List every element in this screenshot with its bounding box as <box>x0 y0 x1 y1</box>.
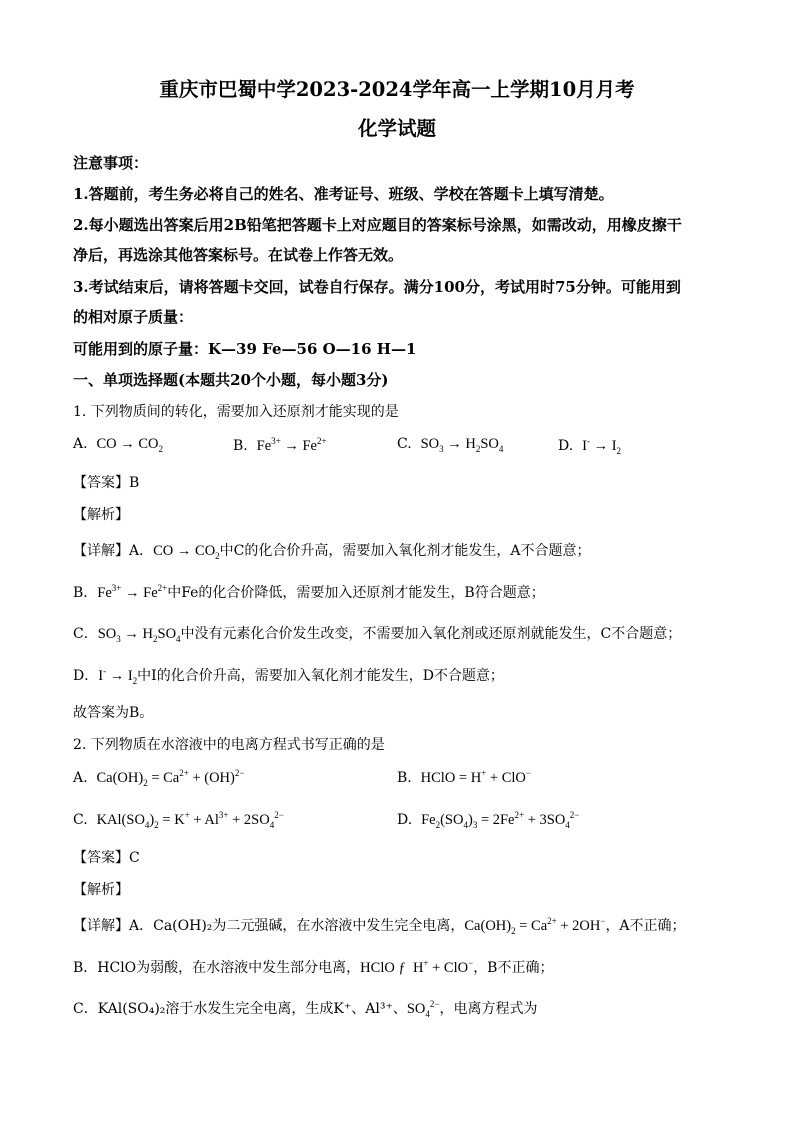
note-3-line-1: 3.考试结束后，请将答题卡交回，试卷自行保存。满分100分，考试用时75分钟。可能用到 <box>73 278 681 296</box>
section-heading: 一、单项选择题(本题共20个小题，每小题3分) <box>73 371 389 389</box>
page-title: 重庆市巴蜀中学2023-2024学年高一上学期10月月考 <box>159 78 635 101</box>
q2-analysis-label: 【解析】 <box>73 882 129 898</box>
q2-option-d: D. $Fe_2(SO_4)_3 = 2Fe^{2+} + 3SO_4^{2-}$ <box>397 810 580 830</box>
note-3-line-2: 的相对原子质量： <box>73 308 194 326</box>
q1-conclusion: 故答案为B。 <box>73 705 154 721</box>
question-2-stem: 2. 下列物质在水溶液中的电离方程式书写正确的是 <box>73 737 385 753</box>
q2-detail-b: B．HClO为弱酸，在水溶液中发生部分电离，HClO ƒ H+ + ClO−，B不正确； <box>73 958 554 976</box>
q2-option-a: A. $Ca(OH)_2 = Ca^{2+} + (OH)^{2-}$ <box>73 768 245 788</box>
q1-option-b: B. $Fe^{3+} \to Fe^{2+}$ <box>233 436 327 454</box>
q2-detail-c: C．KAl(SO₄)₂溶于水发生完全电离，生成K⁺、Al³⁺、$SO_4^{2-}$，电离方程式为 <box>73 999 538 1019</box>
q1-detail-d: D．$I^- \to I_2$中I的化合价升高，需要加入氧化剂才能发生，D不合题意； <box>73 666 504 686</box>
q1-detail-b: B．$Fe^{3+} \to Fe^{2+}$中Fe的化合价降低，需要加入还原剂才能发生，B符合题意； <box>73 583 545 601</box>
note-2-line-1: 2.每小题选出答案后用2B铅笔把答题卡上对应题目的答案标号涂黑，如需改动，用橡皮擦干 <box>73 216 682 234</box>
q1-option-a: A. CO → $CO_2$ <box>73 436 164 454</box>
q1-option-c: C. $SO_3 \to H_2SO_4$ <box>397 436 504 454</box>
q1-answer: 【答案】B <box>73 475 140 491</box>
q1-detail-c: C．$SO_3 \to H_2SO_4$中没有元素化合价发生改变，不需要加入氧化剂或还原剂就能发生，C不合题意； <box>73 626 682 644</box>
page-subtitle: 化学试题 <box>357 117 436 140</box>
q1-analysis-label: 【解析】 <box>73 507 129 523</box>
question-1-stem: 1. 下列物质间的转化，需要加入还原剂才能实现的是 <box>73 404 399 420</box>
note-2-line-2: 净后，再选涂其他答案标号。在试卷上作答无效。 <box>73 246 404 264</box>
q2-option-c: C. $KAl(SO_4)_2 = K^+ + Al^{3+} + 2SO_4^{2-}$ <box>73 810 284 830</box>
q1-option-d: D. $I^- \to I_2$ <box>558 436 622 456</box>
note-1: 1.答题前，考生务必将自己的姓名、准考证号、班级、学校在答题卡上填写清楚。 <box>73 185 614 203</box>
notes-heading: 注意事项： <box>73 154 149 172</box>
q1-detail-a: 【详解】A．CO → $CO_2$中C的化合价升高，需要加入氧化剂才能发生，A不合题意； <box>73 543 591 561</box>
q2-answer: 【答案】C <box>73 850 140 866</box>
q2-detail-a: 【详解】A．Ca(OH)₂为二元强碱，在水溶液中发生完全电离，$Ca(OH)_2 = Ca^{2+} + 2OH^-$，A不正确； <box>73 916 686 936</box>
q2-option-b: B. HClO = H+ + ClO− <box>397 768 531 786</box>
atomic-masses: 可能用到的原子量：K—39 Fe—56 O—16 H—1 <box>73 340 417 358</box>
